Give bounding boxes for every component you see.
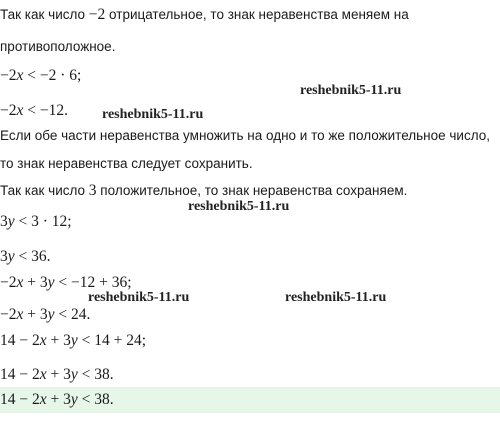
watermark: reshebnik5-11.ru <box>88 290 190 305</box>
text-line-1: Так как число −2 отрицательное, то знак неравенства меняем на <box>0 6 409 23</box>
math-line-7: 14 − 2x + 3y < 14 + 24; <box>0 332 147 349</box>
math-line-2: −2x < −12. <box>0 102 68 119</box>
math-line-8: 14 − 2x + 3y < 38. <box>0 366 114 383</box>
math-line-6: −2x + 3y < 24. <box>0 306 91 323</box>
math-line-4: 3y < 36. <box>0 248 51 265</box>
math-line-9: 14 − 2x + 3y < 38. <box>0 391 114 408</box>
text-line-5: Если обе части неравенства умножить на одно и то же положительное число, <box>0 128 490 143</box>
text-line-2: противоположное. <box>0 39 116 54</box>
watermark: reshebnik5-11.ru <box>285 290 387 305</box>
watermark: reshebnik5-11.ru <box>300 83 402 98</box>
math-line-1: −2x < −2 · 6; <box>0 67 82 84</box>
watermark: reshebnik5-11.ru <box>102 107 204 122</box>
math-line-3: 3y < 3 · 12; <box>0 213 72 230</box>
text-line-6: то знак неравенства следует сохранить. <box>0 156 253 171</box>
watermark: reshebnik5-11.ru <box>188 199 290 214</box>
math-line-5: −2x + 3y < −12 + 36; <box>0 274 132 291</box>
text-line-7: Так как число 3 положительное, то знак неравенства сохраняем. <box>0 182 408 199</box>
